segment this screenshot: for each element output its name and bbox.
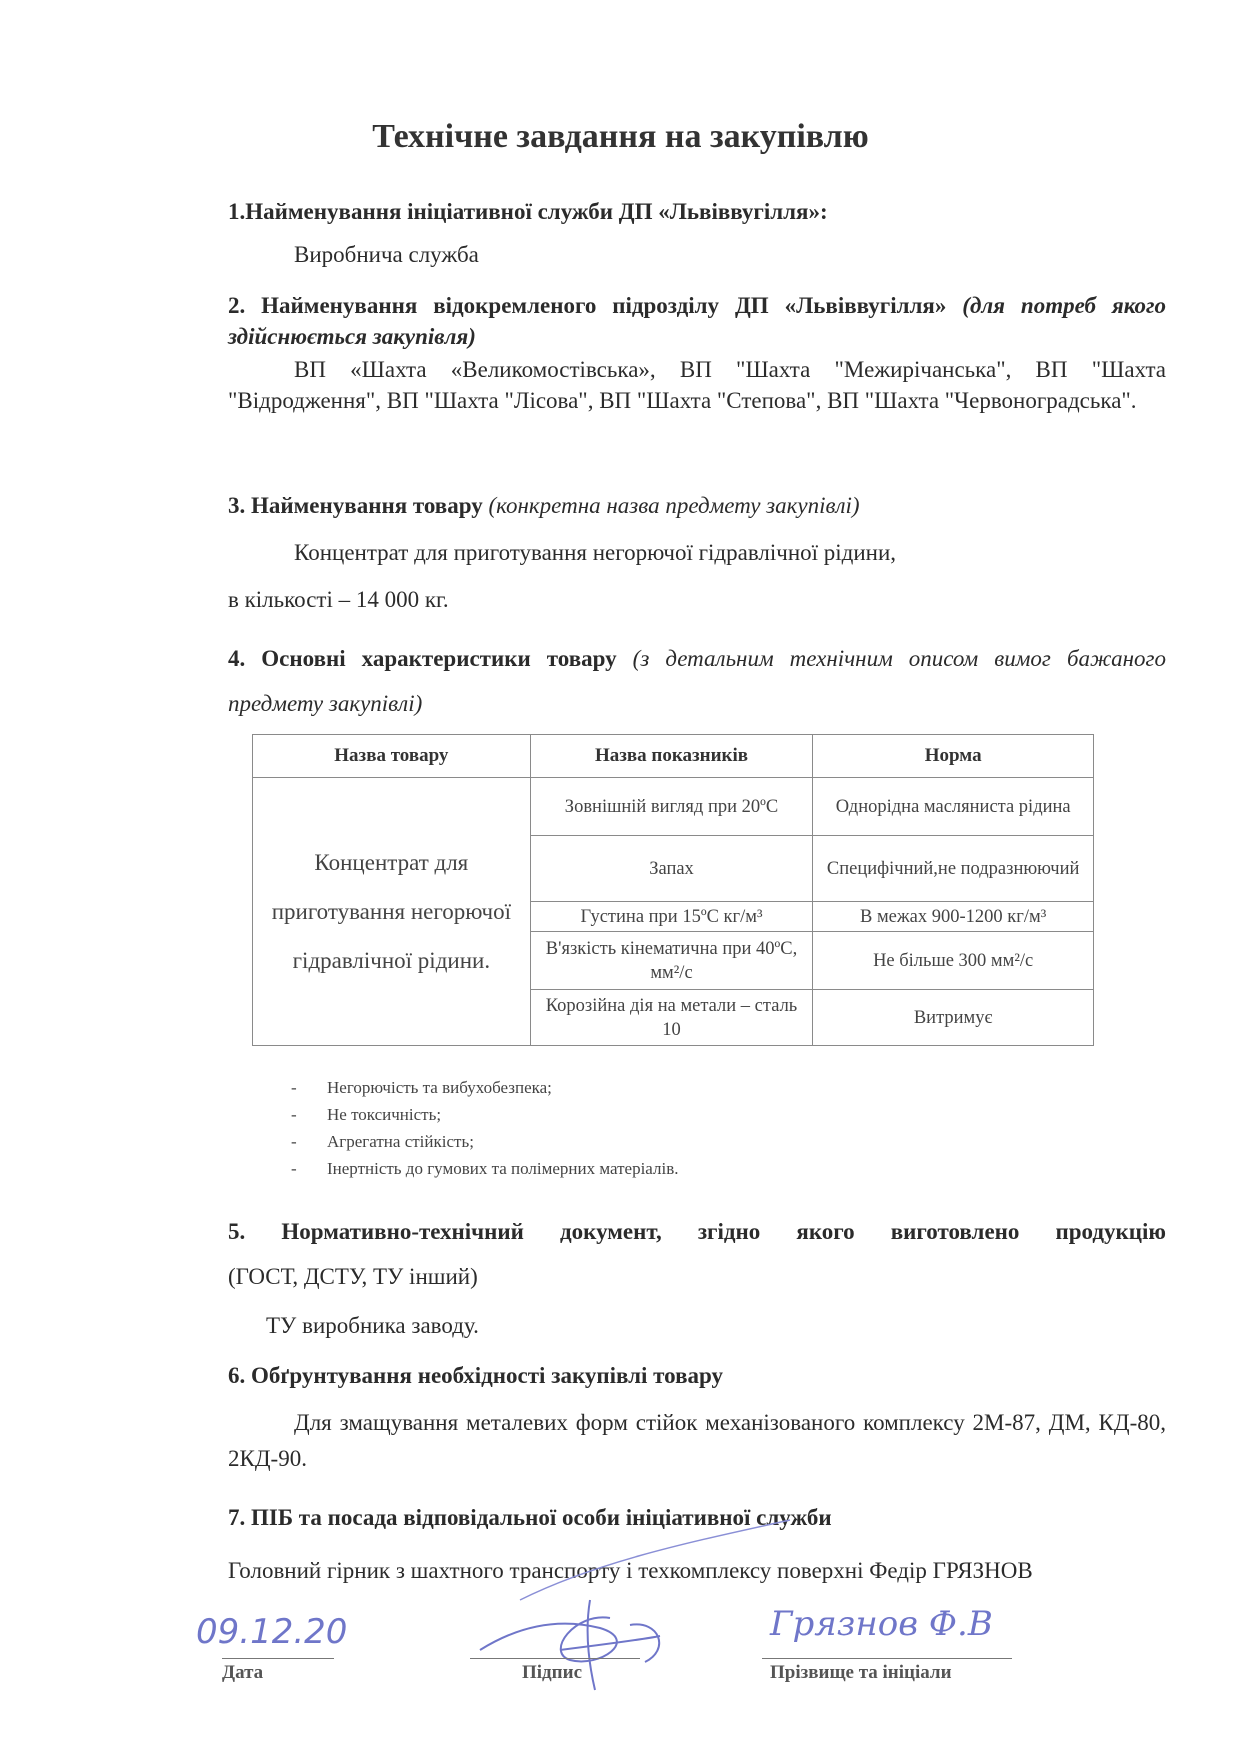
- section-3-text-1: Концентрат для приготування негорючої гідравлічної рідини,: [294, 540, 897, 565]
- pen-stroke: [520, 1520, 790, 1600]
- table-cell: Витримує: [813, 990, 1094, 1046]
- name-line: [762, 1658, 1012, 1659]
- handwritten-name: Грязнов Ф.В: [770, 1604, 993, 1644]
- table-cell: Специфічний,не подразнюючий: [813, 836, 1094, 902]
- name-label: Прізвище та ініціали: [770, 1662, 952, 1683]
- section-3-heading: 3. Найменування товару: [228, 493, 483, 518]
- table-cell: Запах: [530, 836, 813, 902]
- table-header-cell: Норма: [813, 735, 1094, 778]
- list-item: - Інертність до гумових та полімерних матеріалів.: [291, 1155, 678, 1182]
- table-cell: В межах 900-1200 кг/м³: [813, 902, 1094, 932]
- section-3-heading-note: (конкретна назва предмету закупівлі): [488, 493, 860, 518]
- section-1-heading: 1.Найменування ініціативної служби ДП «Львіввугілля»:: [228, 199, 828, 224]
- handwritten-date: 09.12.20: [196, 1612, 348, 1652]
- table-cell: Однорідна масляниста рідина: [813, 778, 1094, 836]
- document-title: Технічне завдання на закупівлю: [372, 118, 869, 155]
- table-cell: Корозійна дія на метали – сталь 10: [530, 990, 813, 1046]
- section-5-text: ТУ виробника заводу.: [266, 1313, 479, 1338]
- signature-label: Підпис: [522, 1662, 582, 1683]
- section-5-heading: 5. Нормативно-технічний документ, згідно якого виготовлено продукцію: [228, 1219, 1166, 1244]
- section-6-heading: 6. Обґрунтування необхідності закупівлі товару: [228, 1363, 724, 1388]
- list-item: - Не токсичність;: [291, 1101, 678, 1128]
- product-name-cell: Концентрат для приготування негорючої гідравлічної рідини.: [253, 778, 531, 1046]
- date-line: [222, 1658, 334, 1659]
- section-6-text: Для змащування металевих форм стійок механізованого комплексу 2М-87, ДМ, КД-80, 2КД-90.: [228, 1410, 1166, 1471]
- table-header-cell: Назва товару: [253, 735, 531, 778]
- list-item: - Негорючість та вибухобезпека;: [291, 1074, 678, 1101]
- date-label: Дата: [222, 1662, 264, 1683]
- section-2-text: ВП «Шахта «Великомостівська», ВП "Шахта "Межирічанська", ВП "Шахта "Відродження", ВП "Шахта "Лісова", ВП "Шахта "Степова", ВП "Шахта "Червоноградська".: [228, 357, 1166, 413]
- section-2-heading-note: (для потреб якого здійснюється закупівля): [228, 293, 1167, 349]
- table-cell: В'язкість кінематична при 40ºС, мм²/с: [530, 932, 813, 990]
- section-4-heading-note: (з детальним технічним описом вимог бажаного предмету закупівлі): [228, 646, 1166, 716]
- table-cell: Не більше 300 мм²/с: [813, 932, 1094, 990]
- table-cell: Густина при 15ºС кг/м³: [530, 902, 813, 932]
- section-4-heading: 4. Основні характеристики товару: [228, 646, 617, 671]
- section-7-text: Головний гірник з шахтного транспорту і техкомплексу поверхні Федір ГРЯЗНОВ: [228, 1558, 1033, 1583]
- signature-line: [470, 1658, 640, 1659]
- section-5-subheading: (ГОСТ, ДСТУ, ТУ інший): [228, 1264, 478, 1289]
- section-3-text-2: в кількості – 14 000 кг.: [228, 587, 449, 612]
- section-1-text: Виробнича служба: [294, 242, 479, 267]
- table-header-cell: Назва показників: [530, 735, 813, 778]
- list-item: - Агрегатна стійкість;: [291, 1128, 678, 1155]
- section-7-heading: 7. ПІБ та посада відповідальної особи ініціативної служби: [228, 1505, 832, 1530]
- section-2-heading: 2. Найменування відокремленого підрозділу ДП «Львіввугілля»: [228, 293, 947, 318]
- table-cell: Зовнішній вигляд при 20ºС: [530, 778, 813, 836]
